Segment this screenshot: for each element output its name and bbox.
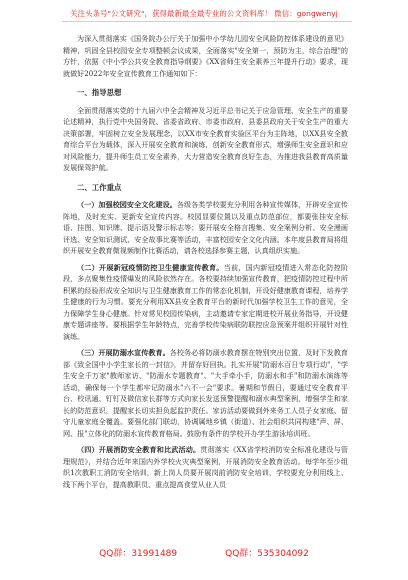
paragraph-text: 各校务必将防溺水教育摆在特别突出位置，及时下发教育部《致全国中小学生家长的一封信》，并留存好回执。扎实开展"防溺水百日专项行动"，"学生安全千万家"教师家访、"防溺水专题教育"、"大手牵小手，防溺水和手"和防溺水演练等活动，确保每一个学生都牢记防溺水"六不一会"要求。暑期和节假日，要通过安全教育平台、校讯通、钉钉及微信家长群等方式向家长发送预警提醒和溺水典型案例，增强学生和家长的防范意识，提醒家长切实担负起监护责任。家访活动要做到外来务工人员子女家庭、留守儿童家庭全覆盖。要强化部门联动，协调属地乡镇（街道）、社会组织共同构建"声、屏、网、报"立体化的防溺水宣传教育格局。鼓励有条件的学校开办学生游泳培训班。 bbox=[63, 348, 349, 438]
intro-paragraph: 为深入贯彻落实《国务院办公厅关于加强中小学幼儿园安全风险防控体系建设的意见》精神，巩固全县校园安全专项整顿会议成果，全面落实"安全第一，预防为主，综合治理"的方针，依据《中小学公共安全教育指导纲要》《XX省师生安全素养三年提升行动》要求，现就做好2022年安全宣传教育工作通知如下： bbox=[63, 34, 348, 78]
header-divider bbox=[62, 21, 352, 22]
paragraph-lead: （二）开展新冠疫情防控卫生健康宣传教育。 bbox=[77, 262, 224, 272]
paragraph-text: 全面贯彻落实党的十九届六中全会精神及习近平总书记关于应急管理、安全生产的重要论述精神，执行党中央国务院、省委省政府、市委市政府、县委县政府关于安全生产的重大决策部署，牢固树立安全发展理念，以XX市安全教育实验区平台为主阵地，以XX县安全教育综合平台为载体，深入开展安全教育和演练，创新安全教育形式，增强师生安全意识和应对风险能力，提升师生员工安全素养，大力营造安全教育良好生态，为推进我县教育高质量发展保驾护航。 bbox=[63, 105, 348, 172]
task-paragraph-campus-culture bbox=[63, 199, 348, 257]
task-paragraph-fire-safety bbox=[63, 444, 348, 490]
task-paragraph-drowning bbox=[63, 347, 348, 439]
paragraph-lead: （一）加强校园安全文化建设。 bbox=[77, 200, 177, 209]
paragraph-text: 贯彻落实《XX省学校消防安全标准化建设与管理规范》，并结合近年来国内外学校火灾典型案例，开展消防安全教育活动。每学年至少组织1次教职工消防安全培训，新上岗人员要开展岗前消防安全培训，学校要充分利用线上、线下两个平台，提高教职员、重点提高食堂从业人员 bbox=[63, 445, 348, 489]
footer-contacts bbox=[0, 546, 408, 559]
guiding-ideology-paragraph bbox=[63, 105, 348, 174]
paragraph-lead: （三）开展防溺水宣传教育。 bbox=[77, 348, 170, 357]
paragraph-lead: （四）开展消防安全教育和比武活动。 bbox=[77, 445, 201, 454]
header-banner: 关注头条号"公文研究"，获得最新最全最专业的公文资料库！ 微信：gongwenyj bbox=[70, 9, 338, 18]
qq-group-2: QQ群：535304092 bbox=[225, 549, 309, 559]
section-heading-guiding-ideology: 一、指导思想 bbox=[77, 88, 122, 97]
document-body bbox=[63, 33, 348, 490]
section-heading-key-tasks: 二、工作重点 bbox=[77, 182, 122, 192]
paragraph-text: 各级各类学校要充分利用各种宣传媒体，开辟安全宣传阵地，及时充实、更新安全宣传内容。校园显要位置以及重点防范部位，都要张挂安全标语、挂图、知识牌、提示语及警示标志等；要开展安全格言搜集、安全案例分析、安全漫画评选、安全知识测试、安全故事比赛等活动，丰富校园安全文化内涵。本年度县教育局将组织开展安全教育微视频制作比赛活动，请各校选择参赛主题，认真组织实施。 bbox=[63, 200, 349, 255]
qq-group-1: QQ群：31991489 bbox=[99, 549, 178, 559]
paragraph-text: 当前，国内新冠疫情进入常态化防控阶段，多点聚集性疫情爆发的风险依然存在。各校要持续加强宣传教育，把疫情防控过程中所积累的经验形成安全知识与卫生健康教育工作的常态化机制，开设好健康教育课程，培养学生健康的行为习惯。要充分利用XX县安全教育平台的新时代加强学校卫生工作的意见，全力保障学生身心健康。针对常见校园传染病，主动邀请专家定期进校开展业务指导，开设健康专题讲座等。要根据学生年龄特点，完善学校传染病联防联控应急预案并组织开展针对性演练。 bbox=[63, 262, 349, 341]
task-paragraph-epidemic bbox=[63, 262, 348, 343]
